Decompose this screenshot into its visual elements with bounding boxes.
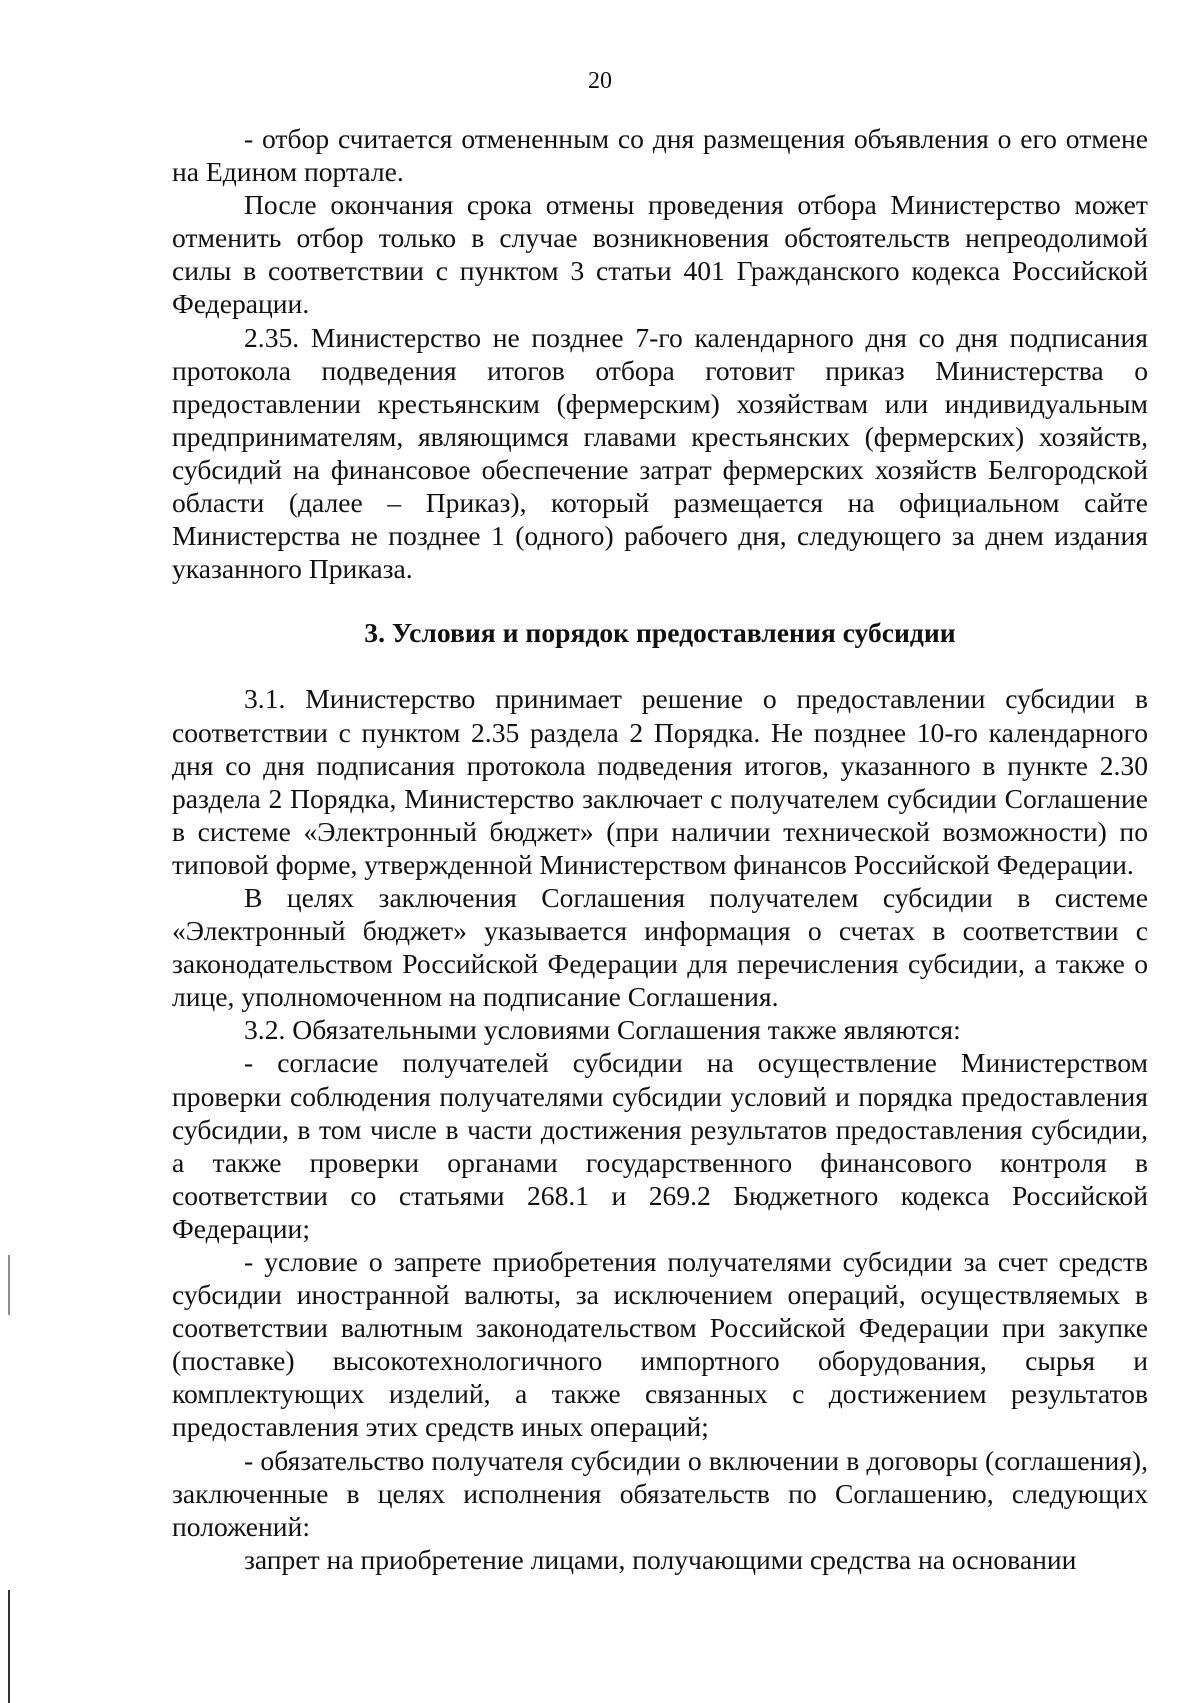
paragraph: После окончания срока отмены проведения отбора Министерство может отменить отбор только в случае возникновения обстоятельств непреодолимой силы в соответствии с пунктом 3 статьи 401 Гражданского кодекса Российской Федерации. <box>172 189 1148 320</box>
paragraph: 3.2. Обязательными условиями Соглашения также являются: <box>244 1014 961 1046</box>
page-number: 20 <box>588 68 612 94</box>
spacer <box>172 585 1148 616</box>
paragraph: - условие о запрете приобретения получателями субсидии за счет средств субсидии иностранной валюты, за исключением операций, осуществляемых в соответствии валютным законодательством Российской Федерации при закупке (поставке) высокотехнологичного импортного оборудования, сырья и комплектующих изделий, а также связанных с достижением результатов предоставления этих средств иных операций; <box>172 1246 1148 1443</box>
paragraph-group-section-3 <box>172 682 1148 1576</box>
paragraph: 3.1. Министерство принимает решение о предоставлении субсидии в соответствии с пунктом 2.35 раздела 2 Порядка. Не позднее 10-го календарного дня со дня подписания протокола подведения итогов, указанного в пункте 2.30 раздела 2 Порядка, Министерство заключает с получателем субсидии Соглашение в системе «Электронный бюджет» (при наличии технической возможности) по типовой форме, утвержденной Министерством финансов Российской Федерации. <box>172 683 1148 880</box>
paragraph: - обязательство получателя субсидии о включении в договоры (соглашения), заключенные в целях исполнения обязательств по Соглашению, следующих положений: <box>172 1444 1148 1542</box>
paragraph-group-intro <box>172 122 1148 585</box>
scan-edge-mark <box>8 1590 10 1703</box>
paragraph: - согласие получателей субсидии на осуществление Министерством проверки соблюдения получателями субсидии условий и порядка предоставления субсидии, в том числе в части достижения результатов предоставления субсидии, а также проверки органами государственного финансового контроля в соответствии со статьями 268.1 и 269.2 Бюджетного кодекса Российской Федерации; <box>172 1047 1148 1244</box>
spacer <box>172 649 1148 682</box>
scan-edge-mark <box>8 1255 10 1315</box>
document-body <box>172 122 1148 1576</box>
paragraph: - отбор считается отмененным со дня размещения объявления о его отмене на Едином портале. <box>172 123 1148 188</box>
section-heading: 3. Условия и порядок предоставления субсидии <box>364 617 956 649</box>
paragraph: запрет на приобретение лицами, получающими средства на основании <box>244 1543 1077 1575</box>
paragraph: 2.35. Министерство не позднее 7-го календарного дня со дня подписания протокола подведения итогов отбора готовит приказ Министерства о предоставлении крестьянским (фермерским) хозяйствам или индивидуальным предпринимателям, являющимся главами крестьянских (фермерских) хозяйств, субсидий на финансовое обеспечение затрат фермерских хозяйств Белгородской области (далее – Приказ), который размещается на официальном сайте Министерства не позднее 1 (одного) рабочего дня, следующего за днем издания указанного Приказа. <box>172 321 1148 585</box>
paragraph: В целях заключения Соглашения получателем субсидии в системе «Электронный бюджет» указывается информация о счетах в соответствии с законодательством Российской Федерации для перечисления субсидии, а также о лице, уполномоченном на подписание Соглашения. <box>172 881 1148 1013</box>
